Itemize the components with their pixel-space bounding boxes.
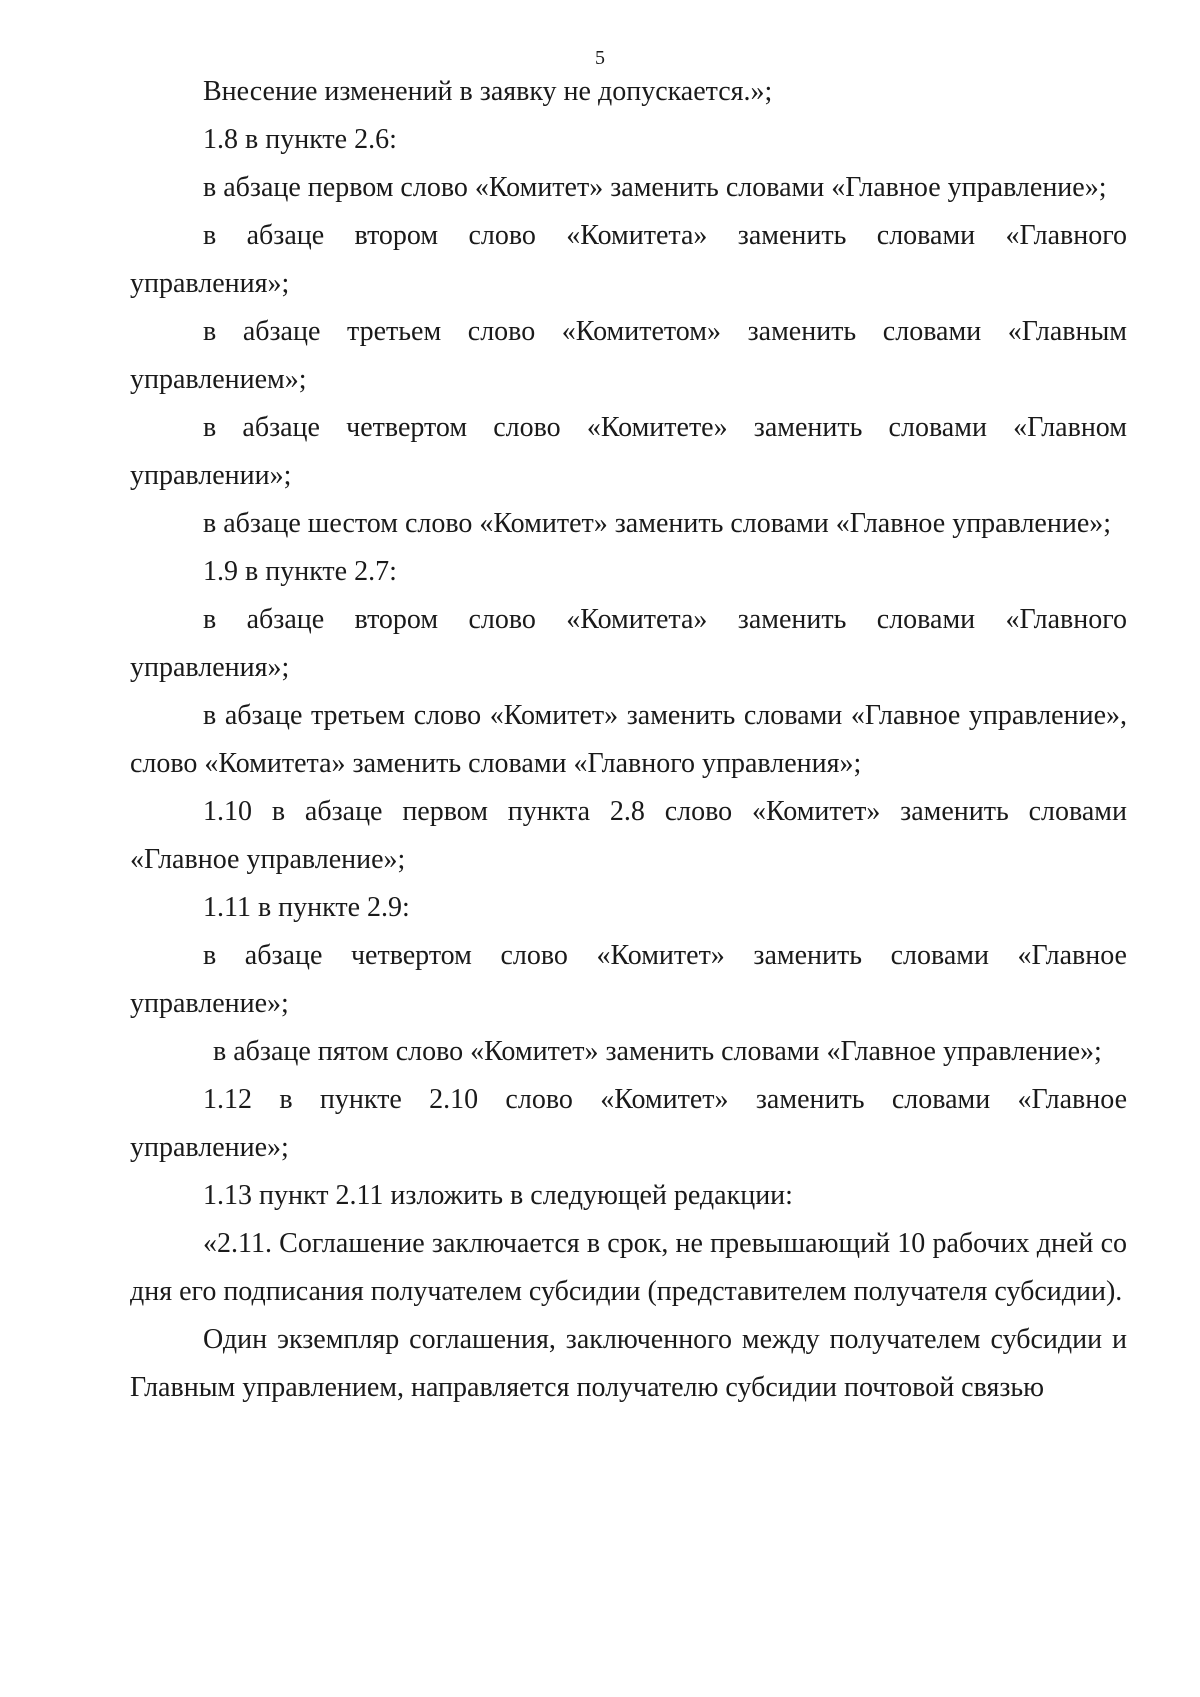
paragraph: в абзаце первом слово «Комитет» заменить словами «Главное управление»; <box>203 172 1107 203</box>
paragraph: в абзаце шестом слово «Комитет» заменить словами «Главное управление»; <box>203 508 1112 539</box>
paragraph: Один экземпляр соглашения, заключенного между получателем субсидии и Главным управлением, направляется получателю субсидии почтовой связью <box>130 1324 1127 1403</box>
paragraph: в абзаце пятом слово «Комитет» заменить словами «Главное управление»; <box>213 1036 1102 1067</box>
paragraph: в абзаце третьем слово «Комитет» заменить словами «Главное управление», слово «Комитета» заменить словами «Главного управления»; <box>130 700 1127 779</box>
paragraph: в абзаце втором слово «Комитета» заменить словами «Главного управления»; <box>130 604 1127 683</box>
paragraph: 1.13 пункт 2.11 изложить в следующей редакции: <box>203 1180 793 1211</box>
paragraph: в абзаце втором слово «Комитета» заменить словами «Главного управления»; <box>130 220 1127 299</box>
paragraph: Внесение изменений в заявку не допускается.»; <box>203 76 773 107</box>
paragraph: 1.11 в пункте 2.9: <box>203 892 410 923</box>
document-body <box>130 68 1127 1412</box>
paragraph: 1.9 в пункте 2.7: <box>203 556 397 587</box>
page-number: 5 <box>595 47 605 69</box>
paragraph: в абзаце четвертом слово «Комитете» заменить словами «Главном управлении»; <box>130 412 1127 491</box>
paragraph: в абзаце третьем слово «Комитетом» заменить словами «Главным управлением»; <box>130 316 1127 395</box>
paragraph: 1.10 в абзаце первом пункта 2.8 слово «Комитет» заменить словами «Главное управление»; <box>130 796 1127 875</box>
paragraph: «2.11. Соглашение заключается в срок, не превышающий 10 рабочих дней со дня его подписания получателем субсидии (представителем получателя субсидии). <box>130 1228 1127 1307</box>
paragraph: 1.8 в пункте 2.6: <box>203 124 397 155</box>
paragraph: 1.12 в пункте 2.10 слово «Комитет» заменить словами «Главное управление»; <box>130 1084 1127 1163</box>
paragraph: в абзаце четвертом слово «Комитет» заменить словами «Главное управление»; <box>130 940 1127 1019</box>
